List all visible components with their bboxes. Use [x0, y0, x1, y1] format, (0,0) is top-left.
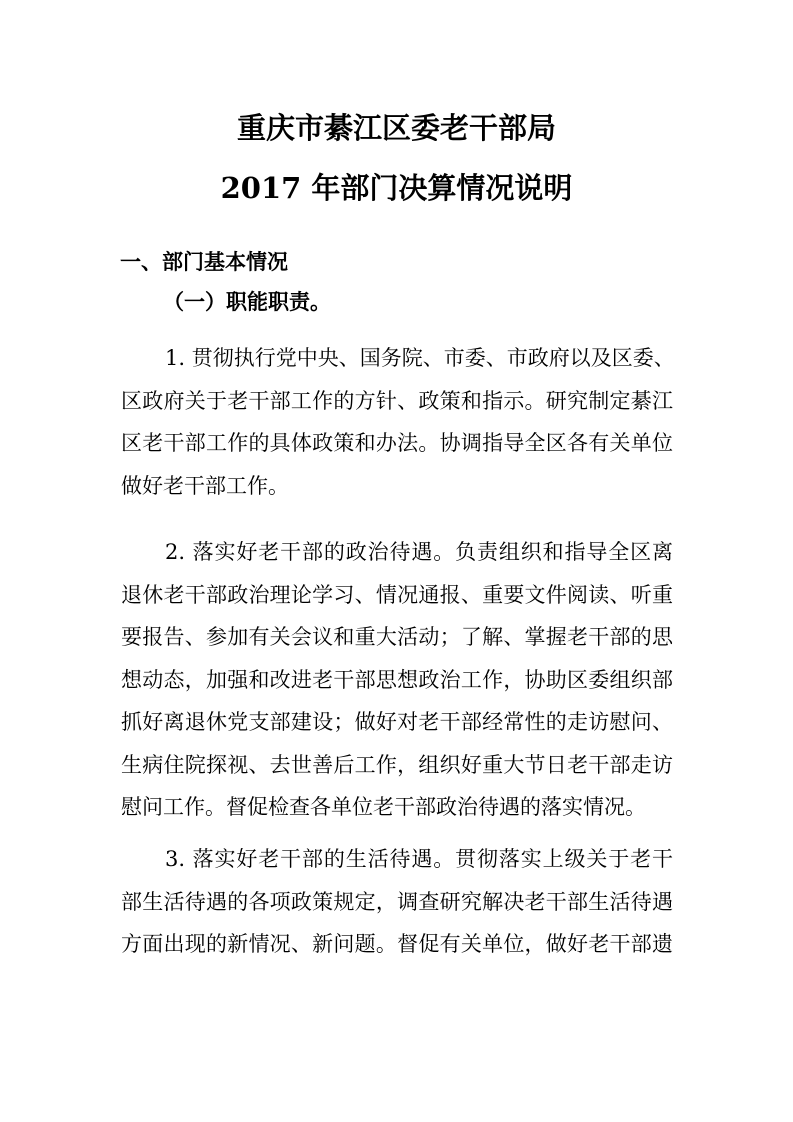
paragraph-line: 区老干部工作的具体政策和办法。协调指导全区各有关单位	[121, 431, 673, 455]
paragraph-line: 想动态，加强和改进老干部思想政治工作，协助区委组织部	[121, 667, 673, 692]
paragraph-line: 2. 落实好老干部的政治待遇。负责组织和指导全区离	[165, 540, 673, 564]
paragraph-duty-1	[121, 337, 673, 507]
paragraph-line: 3. 落实好老干部的生活待遇。贯彻落实上级关于老干	[165, 847, 673, 871]
paragraph-line: 做好老干部工作。	[121, 473, 289, 498]
paragraph-line: 生病住院探视、去世善后工作，组织好重大节日老干部走访	[121, 752, 673, 777]
paragraph-line: 区政府关于老干部工作的方针、政策和指示。研究制定綦江	[121, 388, 673, 413]
paragraph-line: 抓好离退休党支部建设；做好对老干部经常性的走访慰问、	[121, 710, 673, 734]
section-heading: 一、部门基本情况	[120, 249, 288, 274]
paragraph-line: 慰问工作。督促检查各单位老干部政治待遇的落实情况。	[121, 795, 646, 819]
paragraph-duty-2	[121, 531, 673, 829]
document-title: 重庆市綦江区委老干部局	[236, 111, 556, 145]
paragraph-line: 1. 贯彻执行党中央、国务院、市委、市政府以及区委、	[165, 346, 675, 370]
subsection-heading: （一）职能职责。	[163, 289, 331, 314]
paragraph-duty-3	[121, 838, 673, 966]
paragraph-line: 方面出现的新情况、新问题。督促有关单位，做好老干部遗	[121, 932, 673, 956]
paragraph-line: 部生活待遇的各项政策规定，调查研究解决老干部生活待遇	[121, 889, 673, 914]
paragraph-line: 退休老干部政治理论学习、情况通报、重要文件阅读、听重	[121, 582, 673, 607]
paragraph-line: 要报告、参加有关会议和重大活动；了解、掌握老干部的思	[121, 625, 673, 649]
document-subtitle: 2017 年部门决算情况说明	[220, 171, 573, 205]
